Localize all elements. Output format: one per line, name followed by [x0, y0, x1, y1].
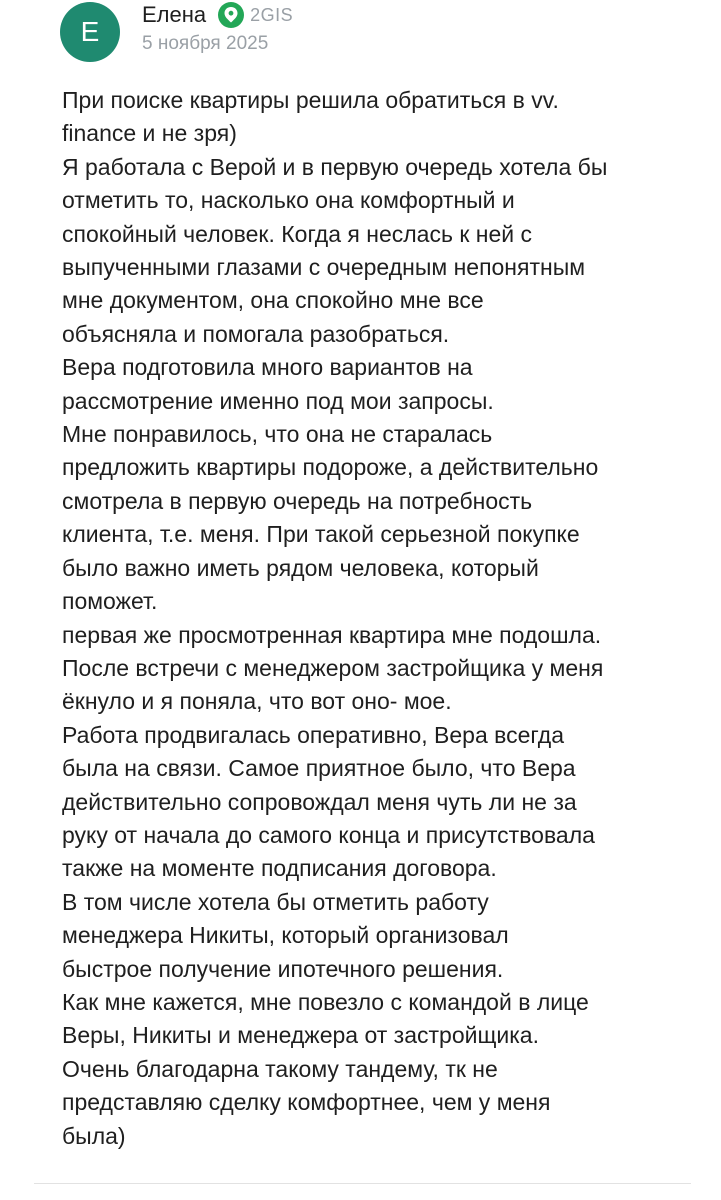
- review-line: мне документом, она спокойно мне все: [62, 287, 484, 314]
- review-line: отметить то, насколько она комфортный и: [62, 187, 515, 214]
- divider: [34, 1183, 691, 1184]
- review-line: выпученными глазами с очередным непонятным: [62, 254, 586, 281]
- review-line: Вера подготовила много вариантов на: [62, 354, 473, 381]
- review-line: смотрела в первую очередь на потребность: [62, 487, 533, 514]
- review-line: Как мне кажется, мне повезло с командой в лице: [62, 988, 589, 1015]
- review-line: Очень благодарна такому тандему, тк не: [62, 1055, 498, 1082]
- review-line: В том числе хотела бы отметить работу: [62, 888, 489, 915]
- review-line: finance и не зря): [62, 120, 237, 147]
- review-line: Веры, Никиты и менеджера от застройщика.: [62, 1022, 539, 1049]
- avatar[interactable]: Е: [60, 2, 120, 62]
- review-line: быстрое получение ипотечного решения.: [62, 955, 504, 982]
- review-line: предложить квартиры подороже, а действительно: [62, 454, 599, 481]
- review-line: клиента, т.е. меня. При такой серьезной покупке: [62, 521, 580, 548]
- source-label: 2GIS: [250, 5, 294, 25]
- review-text: [62, 84, 672, 1153]
- review-line: После встречи с менеджером застройщика у меня: [62, 654, 604, 681]
- review-line: была на связи. Самое приятное было, что Вера: [62, 755, 576, 782]
- review-line: действительно сопровождал меня чуть ли не за: [62, 788, 577, 815]
- review-line: руку от начала до самого конца и присутствовала: [62, 821, 595, 848]
- author-line: [142, 0, 293, 30]
- review-line: Я работала с Верой и в первую очередь хотела бы: [62, 153, 608, 180]
- review-line: была): [62, 1122, 126, 1149]
- review-line: первая же просмотренная квартира мне подошла.: [62, 621, 602, 648]
- review-line: При поиске квартиры решила обратиться в vv.: [62, 87, 559, 113]
- 2gis-pin-icon: [218, 2, 244, 28]
- review-line: поможет.: [62, 588, 158, 615]
- review-header: [60, 0, 680, 62]
- review-line: спокойный человек. Когда я неслась к ней с: [62, 220, 533, 247]
- review-line: рассмотрение именно под мои запросы.: [62, 387, 494, 414]
- review-line: представляю сделку комфортнее, чем у меня: [62, 1089, 551, 1116]
- review-date: 5 ноября 2025: [142, 33, 269, 54]
- 2gis-pin-icon-svg: [223, 6, 239, 24]
- review-line: также на моменте подписания договора.: [62, 855, 497, 882]
- source-badge: [218, 2, 293, 28]
- review-line: Работа продвигалась оперативно, Вера всегда: [62, 721, 564, 748]
- review-line: Мне понравилось, что она не старалась: [62, 421, 493, 448]
- review-line: объясняла и помогала разобраться.: [62, 320, 450, 347]
- review-line: менеджера Никиты, который организовал: [62, 922, 509, 949]
- review-line: было важно иметь рядом человека, который: [62, 554, 539, 581]
- review-line: ёкнуло и я поняла, что вот оно- мое.: [62, 688, 452, 715]
- author-name[interactable]: Елена: [142, 2, 207, 27]
